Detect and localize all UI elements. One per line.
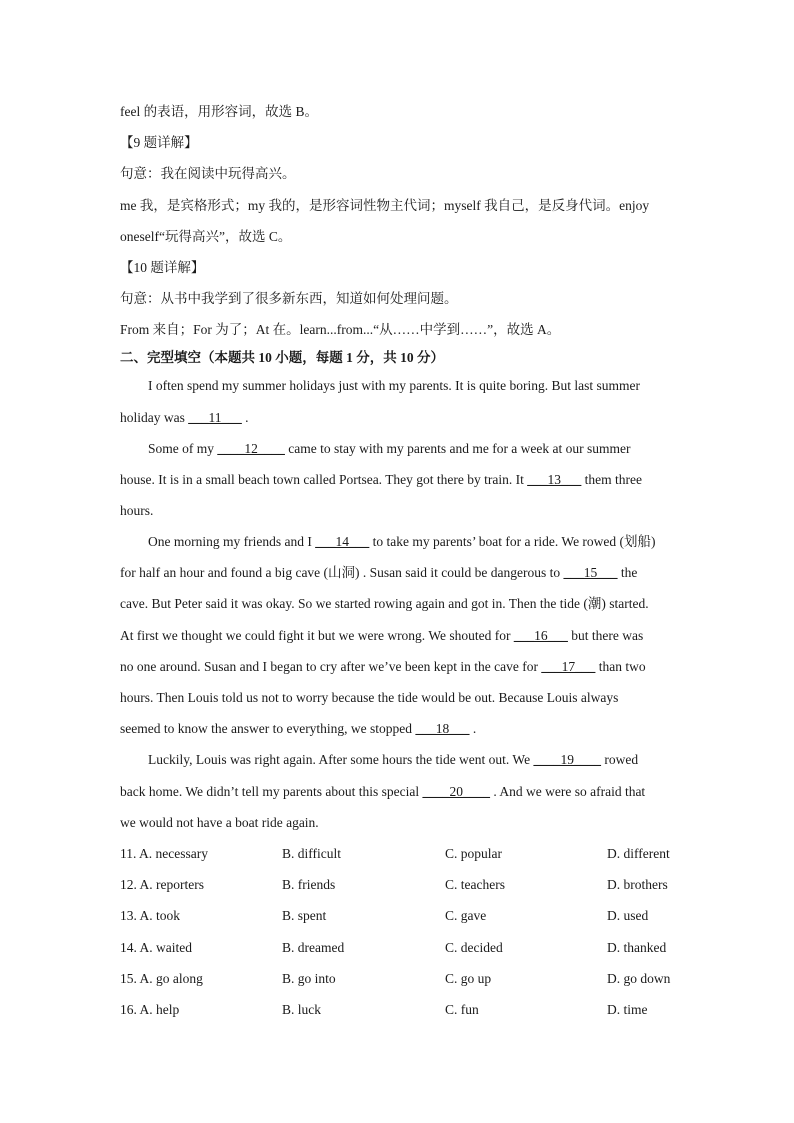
section-title: 二、完型填空（本题共 10 小题，每题 1 分，共 10 分） <box>120 350 444 365</box>
passage-line: hours. Then Louis told us not to worry because the tide would be out. Because Louis always <box>120 690 619 705</box>
passage-line: we would not have a boat ride again. <box>120 815 319 830</box>
option-12-b: B. friends <box>282 877 336 892</box>
text: came to stay with my parents and me for a week at our summer <box>284 441 631 456</box>
blank-15: ___15___ <box>563 565 618 580</box>
text: At first we thought we could fight it but we were wrong. We shouted for <box>120 628 514 643</box>
explanation-q10-meaning: 句意：从书中我学到了很多新东西，知道如何处理问题。 <box>120 291 458 306</box>
option-11-a: 11. A. necessary <box>120 846 208 861</box>
passage-line <box>120 470 642 490</box>
passage-line <box>148 439 631 459</box>
option-13-c: C. gave <box>445 908 487 923</box>
passage-line <box>148 532 656 552</box>
option-16-c: C. fun <box>445 1002 479 1017</box>
text: to take my parents’ boat for a ride. We rowed (划船) <box>369 534 656 549</box>
text: . <box>469 721 477 736</box>
text: holiday was <box>120 410 189 425</box>
passage-line: cave. But Peter said it was okay. So we started rowing again and got in. Then the tide (潮) started. <box>120 596 649 611</box>
option-14-b: B. dreamed <box>282 940 345 955</box>
text: back home. We didn’t tell my parents about this special <box>120 784 423 799</box>
text: One morning my friends and I <box>148 534 316 549</box>
explanation-q8-tail: feel 的表语，用形容词，故选 B。 <box>120 104 318 119</box>
option-14-a: 14. A. waited <box>120 940 192 955</box>
passage-line <box>120 657 646 677</box>
passage-line: hours. <box>120 503 154 518</box>
blank-20: ____20____ <box>422 784 490 799</box>
option-14-d: D. thanked <box>607 940 667 955</box>
text: seemed to know the answer to everything, we stopped <box>120 721 416 736</box>
option-15-d: D. go down <box>607 971 671 986</box>
option-15-b: B. go into <box>282 971 336 986</box>
option-16-d: D. time <box>607 1002 648 1017</box>
passage-line <box>148 750 638 770</box>
explanation-q9-line1: me 我，是宾格形式；my 我的，是形容词性物主代词；myself 我自己，是反身代词。enjoy <box>120 198 650 213</box>
text: the <box>617 565 638 580</box>
explanation-q10-detail: From 来自；For 为了；At 在。learn...from...“从……中学到……”，故选 A。 <box>120 322 561 337</box>
option-11-b: B. difficult <box>282 846 341 861</box>
option-11-d: D. different <box>607 846 670 861</box>
option-11-c: C. popular <box>445 846 502 861</box>
blank-11: ___11___ <box>188 410 242 425</box>
passage-line <box>120 782 645 802</box>
passage-line <box>120 563 637 583</box>
text: rowed <box>600 752 639 767</box>
text: no one around. Susan and I began to cry after we’ve been kept in the cave for <box>120 659 542 674</box>
text: than two <box>595 659 646 674</box>
passage-line <box>120 626 643 646</box>
text: . <box>241 410 249 425</box>
text: for half an hour and found a big cave (山洞) . Susan said it could be dangerous to <box>120 565 564 580</box>
passage-line <box>120 408 249 428</box>
passage-line <box>120 719 476 739</box>
text: house. It is in a small beach town called Portsea. They got there by train. It <box>120 472 528 487</box>
blank-17: ___17___ <box>541 659 596 674</box>
heading-q9: 【9 题详解】 <box>120 135 198 150</box>
option-13-b: B. spent <box>282 908 327 923</box>
option-12-a: 12. A. reporters <box>120 877 204 892</box>
blank-14: ___14___ <box>315 534 370 549</box>
blank-19: ____19____ <box>533 752 601 767</box>
explanation-q9-meaning: 句意：我在阅读中玩得高兴。 <box>120 166 296 181</box>
heading-q10: 【10 题详解】 <box>120 260 205 275</box>
option-12-c: C. teachers <box>445 877 505 892</box>
text: Some of my <box>148 441 218 456</box>
blank-12: ____12____ <box>217 441 285 456</box>
passage-line: I often spend my summer holidays just with my parents. It is quite boring. But last summer <box>148 378 640 393</box>
option-15-a: 15. A. go along <box>120 971 203 986</box>
option-15-c: C. go up <box>445 971 492 986</box>
blank-16: ___16___ <box>513 628 568 643</box>
text: but there was <box>567 628 644 643</box>
option-16-b: B. luck <box>282 1002 321 1017</box>
option-13-d: D. used <box>607 908 649 923</box>
option-13-a: 13. A. took <box>120 908 181 923</box>
blank-18: ___18___ <box>415 721 470 736</box>
explanation-q9-line2: oneself“玩得高兴”，故选 C。 <box>120 229 292 244</box>
option-16-a: 16. A. help <box>120 1002 180 1017</box>
option-12-d: D. brothers <box>607 877 668 892</box>
text: them three <box>581 472 643 487</box>
option-14-c: C. decided <box>445 940 503 955</box>
blank-13: ___13___ <box>527 472 582 487</box>
text: . And we were so afraid that <box>489 784 646 799</box>
text: Luckily, Louis was right again. After some hours the tide went out. We <box>148 752 534 767</box>
